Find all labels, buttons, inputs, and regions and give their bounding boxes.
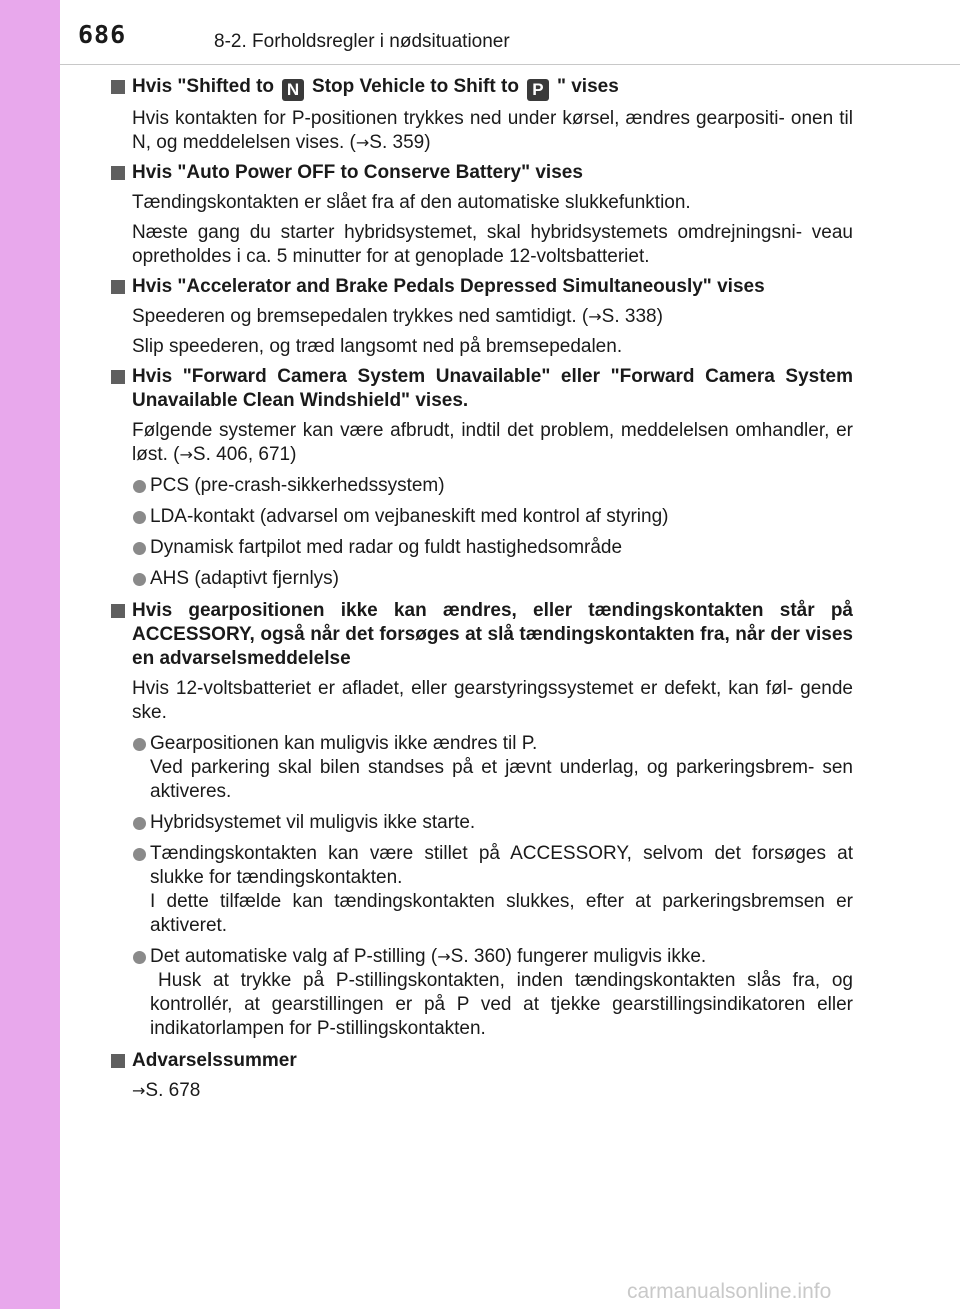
paragraph: Følgende systemer kan være afbrudt, indtil det problem, meddelelsen omhandler, er løst. (→S. 406, 671) (132, 420, 853, 465)
list-item: Dynamisk fartpilot med radar og fuldt hastighedsområde (111, 536, 853, 560)
list-item: LDA-kontakt (advarsel om vejbaneskift med kontrol af styring) (111, 505, 853, 529)
circle-bullet-icon (133, 573, 146, 586)
list-item: Gearpositionen kan muligvis ikke ændres til P. Ved parkering skal bilen standses på et jævnt underlag, og parkeringsbrem- sen aktiveres. (111, 732, 853, 804)
heading-shifted-to-n: Hvis "Shifted to N Stop Vehicle to Shift to P " vises (111, 75, 853, 101)
paragraph: Næste gang du starter hybridsystemet, skal hybridsystemets omdrejningsni- veau opretholdes i ca. 5 minutter for at genoplade 12-voltsbatteriet. (132, 222, 853, 267)
paragraph: Speederen og bremsepedalen trykkes ned samtidigt. (→S. 338) (132, 306, 663, 327)
page-content (111, 71, 853, 1103)
page-number: 686 (78, 20, 127, 49)
square-bullet-icon (111, 604, 125, 618)
square-bullet-icon (111, 280, 125, 294)
list-item: PCS (pre-crash-sikkerhedssystem) (111, 474, 853, 498)
heading-gear-position-cannot-change: Hvis gearpositionen ikke kan ændres, eller tændingskontakten står på ACCESSORY, også når det forsøges at slå tændingskontakten fra, når der vises en advarselsmeddelelse (111, 599, 853, 671)
heading-pedals-depressed: Hvis "Accelerator and Brake Pedals Depressed Simultaneously" vises (111, 275, 853, 299)
arrow-right-icon: → (132, 1081, 146, 1100)
section-title: 8-2. Forholdsregler i nødsituationer (214, 31, 510, 52)
square-bullet-icon (111, 370, 125, 384)
circle-bullet-icon (133, 511, 146, 524)
list-item: Hybridsystemet vil muligvis ikke starte. (111, 811, 853, 835)
watermark: carmanualsonline.info (627, 1280, 832, 1303)
arrow-right-icon: → (588, 307, 602, 326)
list-item: Tændingskontakten kan være stillet på ACCESSORY, selvom det forsøges at slukke for tændingskontakten. I dette tilfælde kan tændingskontakten slukkes, efter at parkeringsbremsen er aktiveret. (111, 842, 853, 938)
gear-n-icon: N (282, 79, 304, 101)
header-divider (60, 64, 960, 65)
circle-bullet-icon (133, 951, 146, 964)
circle-bullet-icon (133, 848, 146, 861)
list-item: AHS (adaptivt fjernlys) (111, 567, 853, 591)
circle-bullet-icon (133, 480, 146, 493)
heading-forward-camera: Hvis "Forward Camera System Unavailable" eller "Forward Camera System Unavailable Clean Windshield" vises. (111, 365, 853, 413)
paragraph: Hvis kontakten for P-positionen trykkes ned under kørsel, ændres gearpositi- onen til N, og meddelelsen vises. (→S. 359) (132, 108, 853, 153)
paragraph: Hvis 12-voltsbatteriet er afladet, eller gearstyringssystemet er defekt, kan føl- gende ske. (132, 678, 853, 723)
paragraph: Tændingskontakten er slået fra af den automatiske slukkefunktion. (132, 192, 691, 213)
circle-bullet-icon (133, 542, 146, 555)
heading-auto-power-off: Hvis "Auto Power OFF to Conserve Battery" vises (111, 161, 853, 185)
page-header (60, 0, 960, 62)
circle-bullet-icon (133, 738, 146, 751)
square-bullet-icon (111, 80, 125, 94)
chapter-tab-sidebar (0, 0, 60, 1309)
list-item: Det automatiske valg af P-stilling (→S. 360) fungerer muligvis ikke. Husk at trykke på P-stillingskontakten, inden tændingskontakten slås fra, og kontrollér, at gearstillingen er på P ved at tjekke gearstillingsindikatoren eller indikatorlampen for P-stillingskontakten. (111, 945, 853, 1041)
square-bullet-icon (111, 166, 125, 180)
gear-p-icon: P (527, 79, 549, 101)
arrow-right-icon: → (179, 445, 193, 464)
arrow-right-icon: → (355, 133, 370, 152)
paragraph: Slip speederen, og træd langsomt ned på bremsepedalen. (132, 336, 623, 357)
square-bullet-icon (111, 1054, 125, 1068)
circle-bullet-icon (133, 817, 146, 830)
paragraph: →S. 678 (132, 1080, 201, 1101)
heading-warning-buzzer: Advarselssummer (111, 1049, 853, 1073)
arrow-right-icon: → (437, 947, 451, 966)
